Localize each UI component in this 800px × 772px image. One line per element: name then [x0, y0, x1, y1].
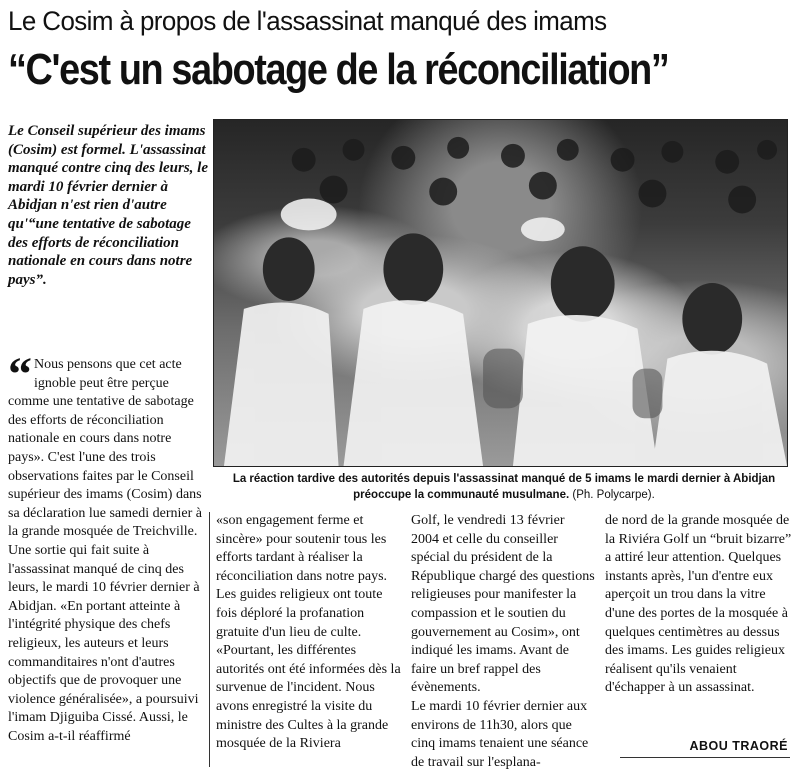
- body-text-col1: Nous pensons que cet acte ignoble peut être perçue comme une tentative de sabotage des efforts de réconciliation nationale en cours dans notre pays». C'est l'une des trois observations faites par le Conseil supérieur des imams (Cosim) dans sa déclaration lue samedi dernier à la grande mosquée de Treichville. Une sortie qui fait suite à l'assassinat manqué de cinq des leurs, le mardi 10 février dernier à Abidjan. «En portant atteinte à l'intégrité physique des chefs religieux, les auteurs et leurs commanditaires n'ont d'autres objectifs que de provoquer une violence généralisée», a poursuivi l'imam Djiguiba Cissé. Aussi, le Cosim a-t-il réaffirmé: [8, 357, 202, 744]
- lead-paragraph: Le Conseil supérieur des imams (Cosim) est formel. L'assassinat manqué contre cinq des leurs, le mardi 10 février dernier à Abidjan n'est rien d'autre qu'“une tentative de sabotage des efforts de réconciliation nationale en cours dans notre pays”.: [8, 123, 209, 288]
- column-rule: [209, 512, 210, 767]
- body-text-col4: de nord de la grande mosquée de la Riviéra Golf un “bruit bizarre” a attiré leur attention. Quelques instants après, l'un d'entre eux aperçoit un trou dans la vitre d'une des portes de la mosquée à quelques centimètres au dessus des imams. Les guides religieux réalisent qu'ils venaient d'échapper à un assassinat.: [605, 513, 792, 696]
- body-column-1: [8, 348, 206, 746]
- kicker: Le Cosim à propos de l'assassinat manqué des imams: [8, 6, 607, 36]
- photo-caption: [218, 471, 790, 503]
- caption-text: La réaction tardive des autorités depuis l'assassinat manqué de 5 imams le mardi dernier à Abidjan préoccupe la communauté musulmane.: [232, 473, 776, 501]
- photo-credit: (Ph. Polycarpe).: [572, 489, 655, 501]
- body-text-col3a: Golf, le vendredi 13 février 2004 et celle du conseiller spécial du président de la République chargé des questions religieuses pour manifester la compassion et le soutien du gouvernement au Cosim», ont indiqué les imams. Avant de faire un bref rappel des évènements.: [411, 513, 595, 696]
- body-text-col3b: Le mardi 10 février dernier aux environs de 11h30, alors que cinq imams tenaient une séance de travail sur l'esplana-: [411, 698, 589, 770]
- body-column-3: [411, 512, 596, 772]
- body-text-col2b: Les guides religieux ont toute fois déploré la profanation gratuite d'un lieu de culte. «Pourtant, les différentes autorités ont été informées dès la survenue de l'incident. Nous avons enregistré la visite du ministre des Cultes à la grande mosquée de la Riviera: [216, 587, 401, 752]
- body-column-4: [605, 512, 795, 698]
- byline-rule: [620, 757, 790, 758]
- photo-crowd-illustration: [214, 120, 787, 466]
- headline: “C'est un sabotage de la réconciliation”: [8, 45, 669, 94]
- byline: ABOU TRAORÉ: [689, 739, 788, 753]
- body-column-2: [216, 512, 406, 754]
- article-photo: [213, 119, 788, 467]
- body-text-col2a: «son engagement ferme et sincère» pour soutenir tous les efforts tardant à réaliser la réconciliation dans notre pays.: [216, 513, 388, 584]
- drop-quote-mark: “: [8, 348, 28, 401]
